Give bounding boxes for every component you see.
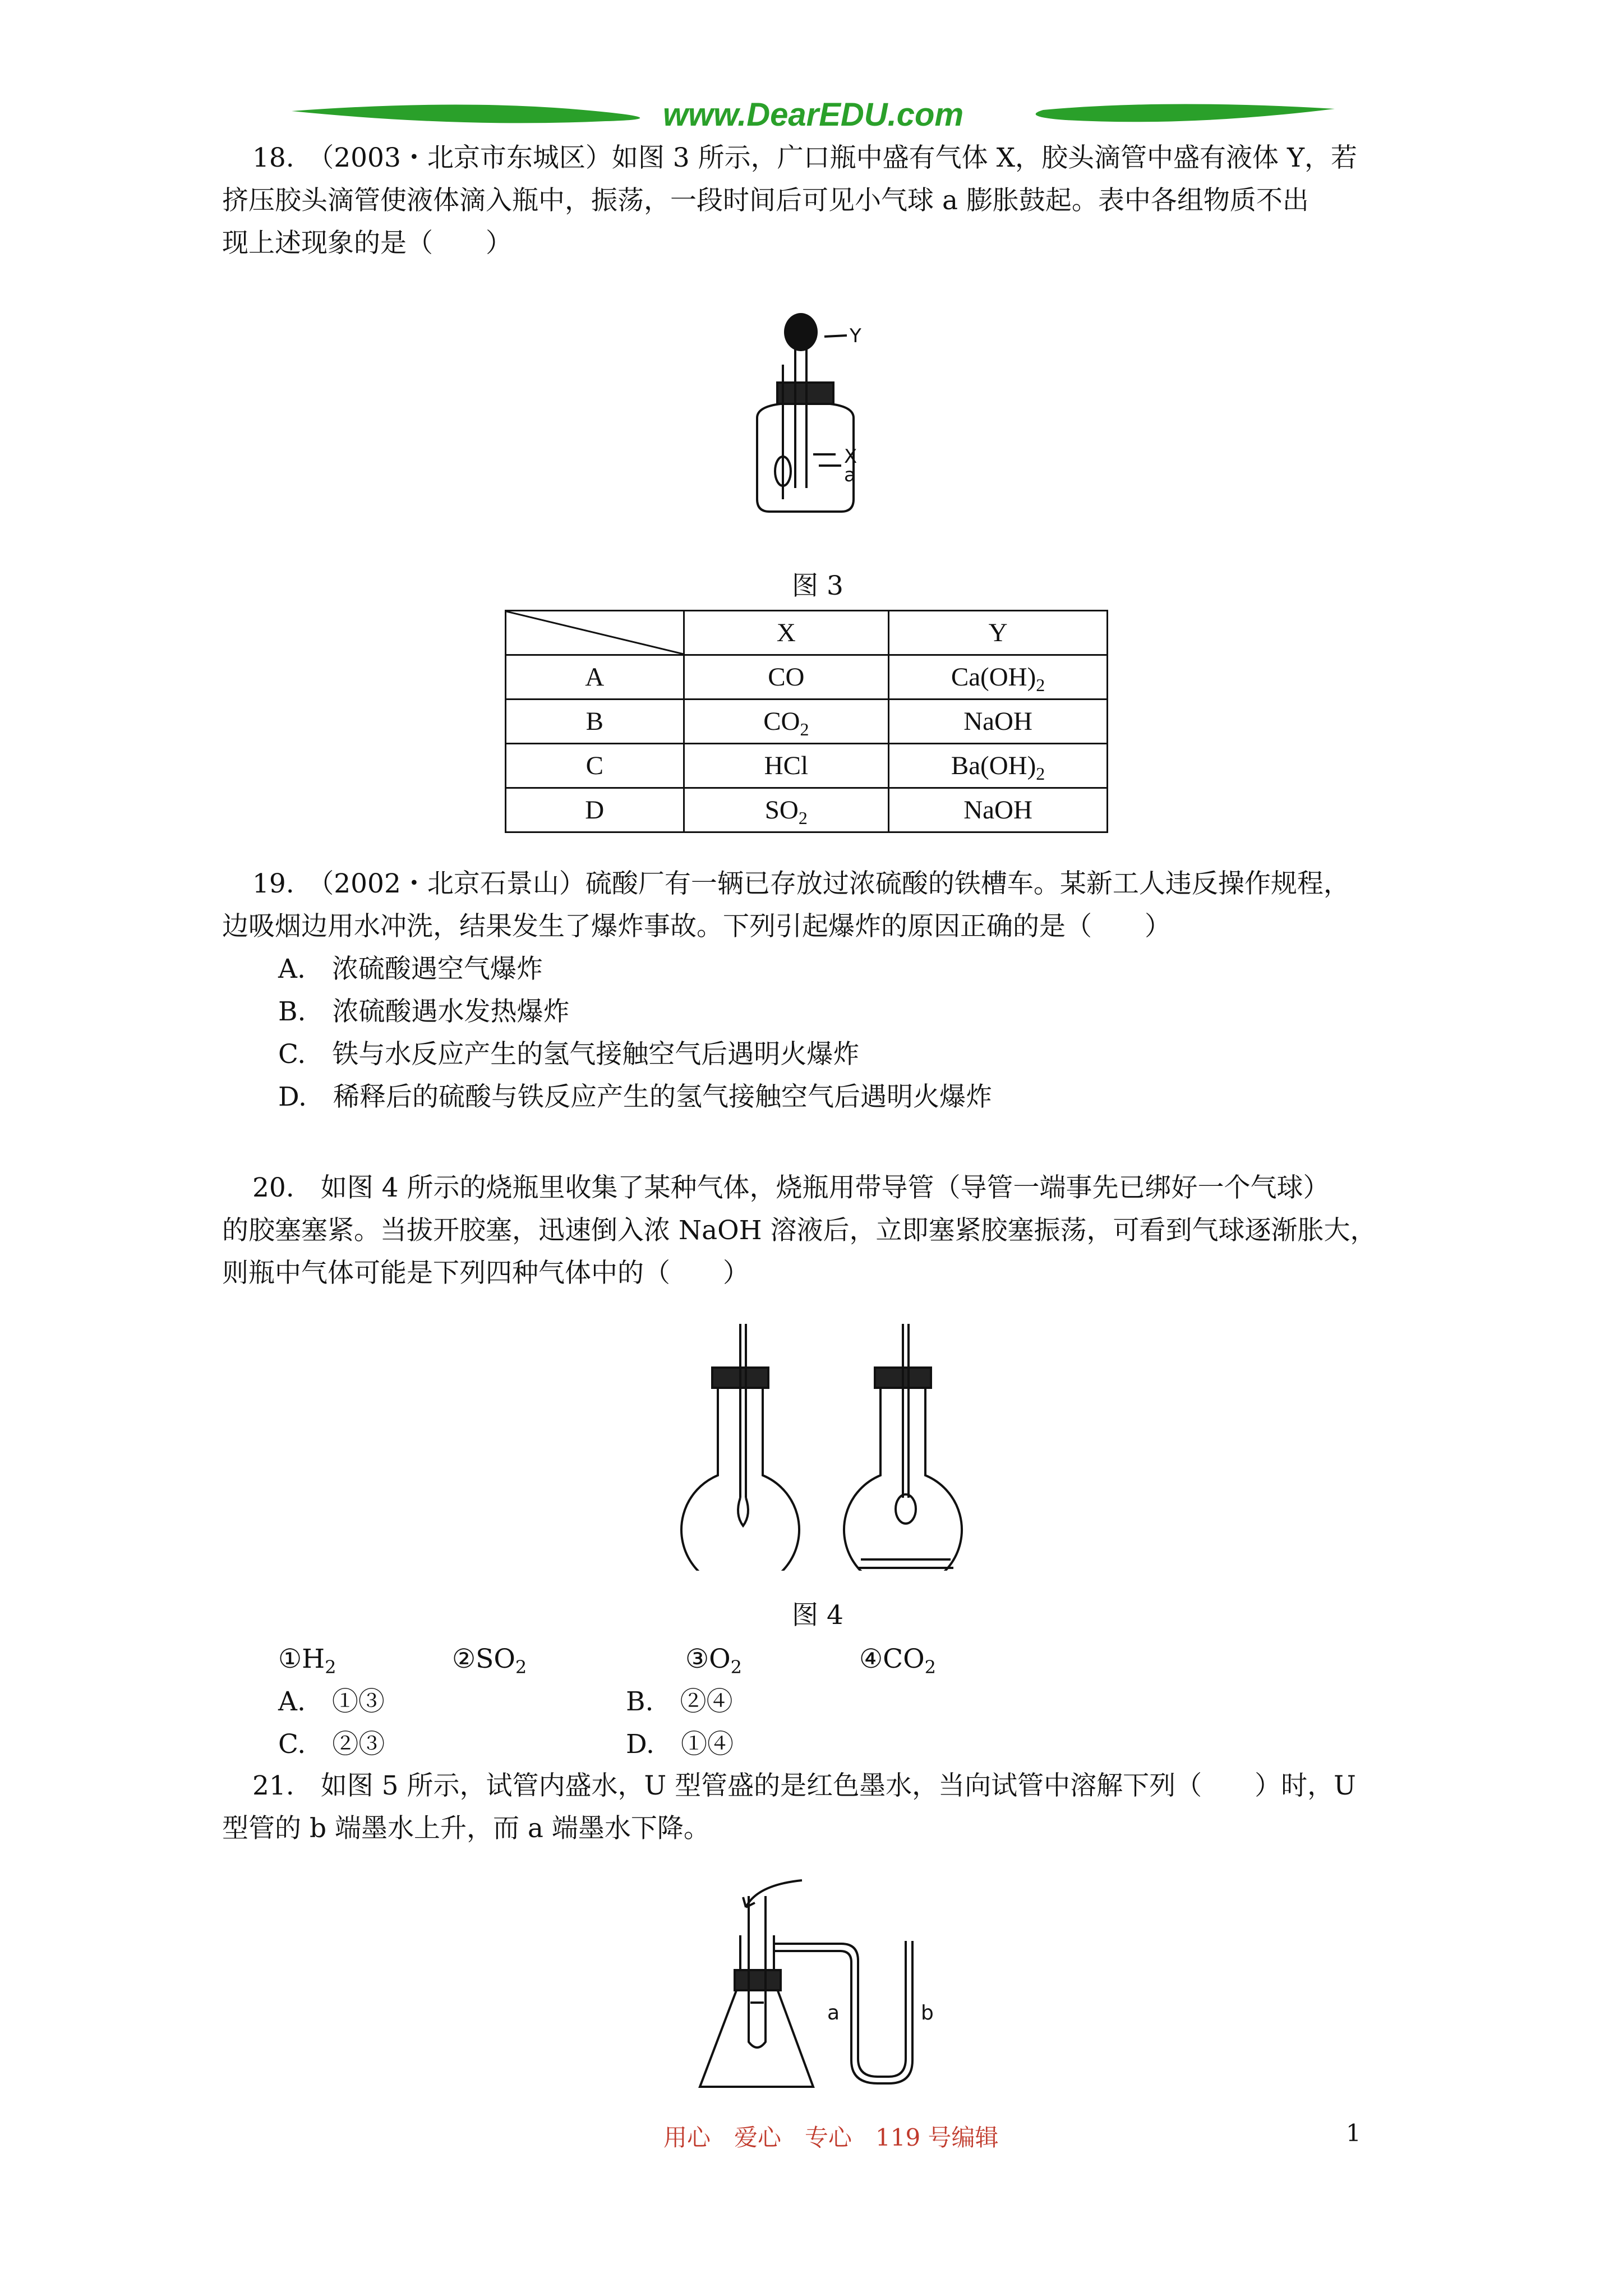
gas-option-2: $②SO_2$ [452, 1644, 527, 1678]
table-header-row [506, 611, 1108, 655]
table-row [506, 788, 1108, 832]
right-balloon [896, 1494, 916, 1524]
table-cell-x: CO [684, 655, 889, 700]
q20-line1: 20. 如图 4 所示的烧瓶里收集了某种气体，烧瓶用带导管（导管一端事先已绑好一个气球） [252, 1172, 1330, 1203]
table-cell-option: C [506, 744, 684, 788]
q21-line1: 21. 如图 5 所示，试管内盛水，U 型管盛的是红色墨水，当向试管中溶解下列（ ）时，U [252, 1770, 1356, 1801]
figure-5-u-tube-diagram [690, 1874, 981, 2104]
footer-text: 用心 爱心 专心 119 号编辑 [663, 2124, 999, 2151]
table-cell-y: $Ba(OH)_2$ [889, 744, 1108, 788]
diagonal-line [506, 611, 684, 654]
q19-line2: 边吸烟边用水冲洗，结果发生了爆炸事故。下列引起爆炸的原因正确的是（ ） [222, 911, 1171, 942]
q19-line1: 19. （2002・北京石景山）硫酸厂有一辆已存放过浓硫酸的铁槽车。某新工人违反操作规程， [252, 868, 1350, 899]
conical-flask [700, 1935, 813, 2087]
header-banner [292, 94, 1335, 139]
table-cell-option: B [506, 700, 684, 744]
gas-option-3: $③O_2$ [685, 1644, 743, 1678]
label-a: a [844, 464, 856, 486]
label-y: Y [850, 325, 861, 347]
figure-4-flasks-diagram [673, 1313, 987, 1571]
right-swoosh [1036, 104, 1335, 122]
q19-option-d: D. 稀释后的硫酸与铁反应产生的氢气接触空气后遇明火爆炸 [278, 1082, 992, 1112]
flask-stopper [735, 1970, 781, 1990]
table-cell-x: HCl [684, 744, 889, 788]
label-b: b [921, 2001, 934, 2024]
q18-line1: 18. （2003・北京市东城区）如图 3 所示，广口瓶中盛有气体 X，胶头滴管中盛有液体 Y，若 [252, 142, 1358, 173]
gas-option-1: $①H_2$ [278, 1644, 336, 1678]
figure-4-caption: 图 4 [792, 1600, 843, 1631]
table-header-y: Y [889, 611, 1108, 655]
table-row [506, 744, 1108, 788]
figure-3-caption: 图 3 [792, 570, 843, 601]
q19-option-b: B. 浓硫酸遇水发热爆炸 [278, 996, 570, 1027]
table-cell-x: $CO_2$ [684, 700, 889, 744]
q21-line2: 型管的 b 端墨水上升，而 a 端墨水下降。 [222, 1813, 710, 1844]
q20-choice-c: C. ②③ [278, 1729, 385, 1760]
dropper-bulb [784, 313, 818, 351]
table-cell-y: $Ca(OH)_2$ [889, 655, 1108, 700]
table-cell-y: NaOH [889, 788, 1108, 832]
table-cell-x: $SO_2$ [684, 788, 889, 832]
connecting-tube [774, 1941, 906, 2077]
gas-option-4: $④CO_2$ [859, 1644, 936, 1678]
q18-line2: 挤压胶头滴管使液体滴入瓶中，振荡，一段时间后可见小气球 a 膨胀鼓起。表中各组物质不出 [222, 185, 1309, 216]
table-diagonal-cell [506, 611, 684, 655]
table-cell-y: NaOH [889, 700, 1108, 744]
q19-option-a: A. 浓硫酸遇空气爆炸 [278, 954, 543, 984]
table-cell-option: D [506, 788, 684, 832]
site-logo-text: www.DearEDU.com [662, 96, 964, 133]
left-balloon [738, 1498, 748, 1526]
options-table [505, 610, 1108, 833]
label-a: a [827, 2001, 840, 2024]
q19-option-c: C. 铁与水反应产生的氢气接触空气后遇明火爆炸 [278, 1039, 860, 1070]
table-row [506, 700, 1108, 744]
table-cell-option: A [506, 655, 684, 700]
q20-line3: 则瓶中气体可能是下列四种气体中的（ ） [222, 1258, 749, 1289]
table-row [506, 655, 1108, 700]
page-number: 1 [1346, 2119, 1361, 2147]
left-swoosh [292, 104, 640, 123]
q20-line2: 的胶塞塞紧。当拔开胶塞，迅速倒入浓 NaOH 溶液后，立即塞紧胶塞振荡，可看到气球逐渐胀大， [222, 1215, 1377, 1246]
label-x: X [844, 445, 857, 468]
q20-choice-a: A. ①③ [278, 1686, 385, 1717]
q18-line3: 现上述现象的是（ ） [222, 228, 512, 259]
q20-choice-d: D. ①④ [626, 1729, 734, 1760]
figure-3-bottle-diagram [729, 303, 897, 533]
q20-choice-b: B. ②④ [626, 1686, 733, 1717]
table-header-x: X [684, 611, 889, 655]
